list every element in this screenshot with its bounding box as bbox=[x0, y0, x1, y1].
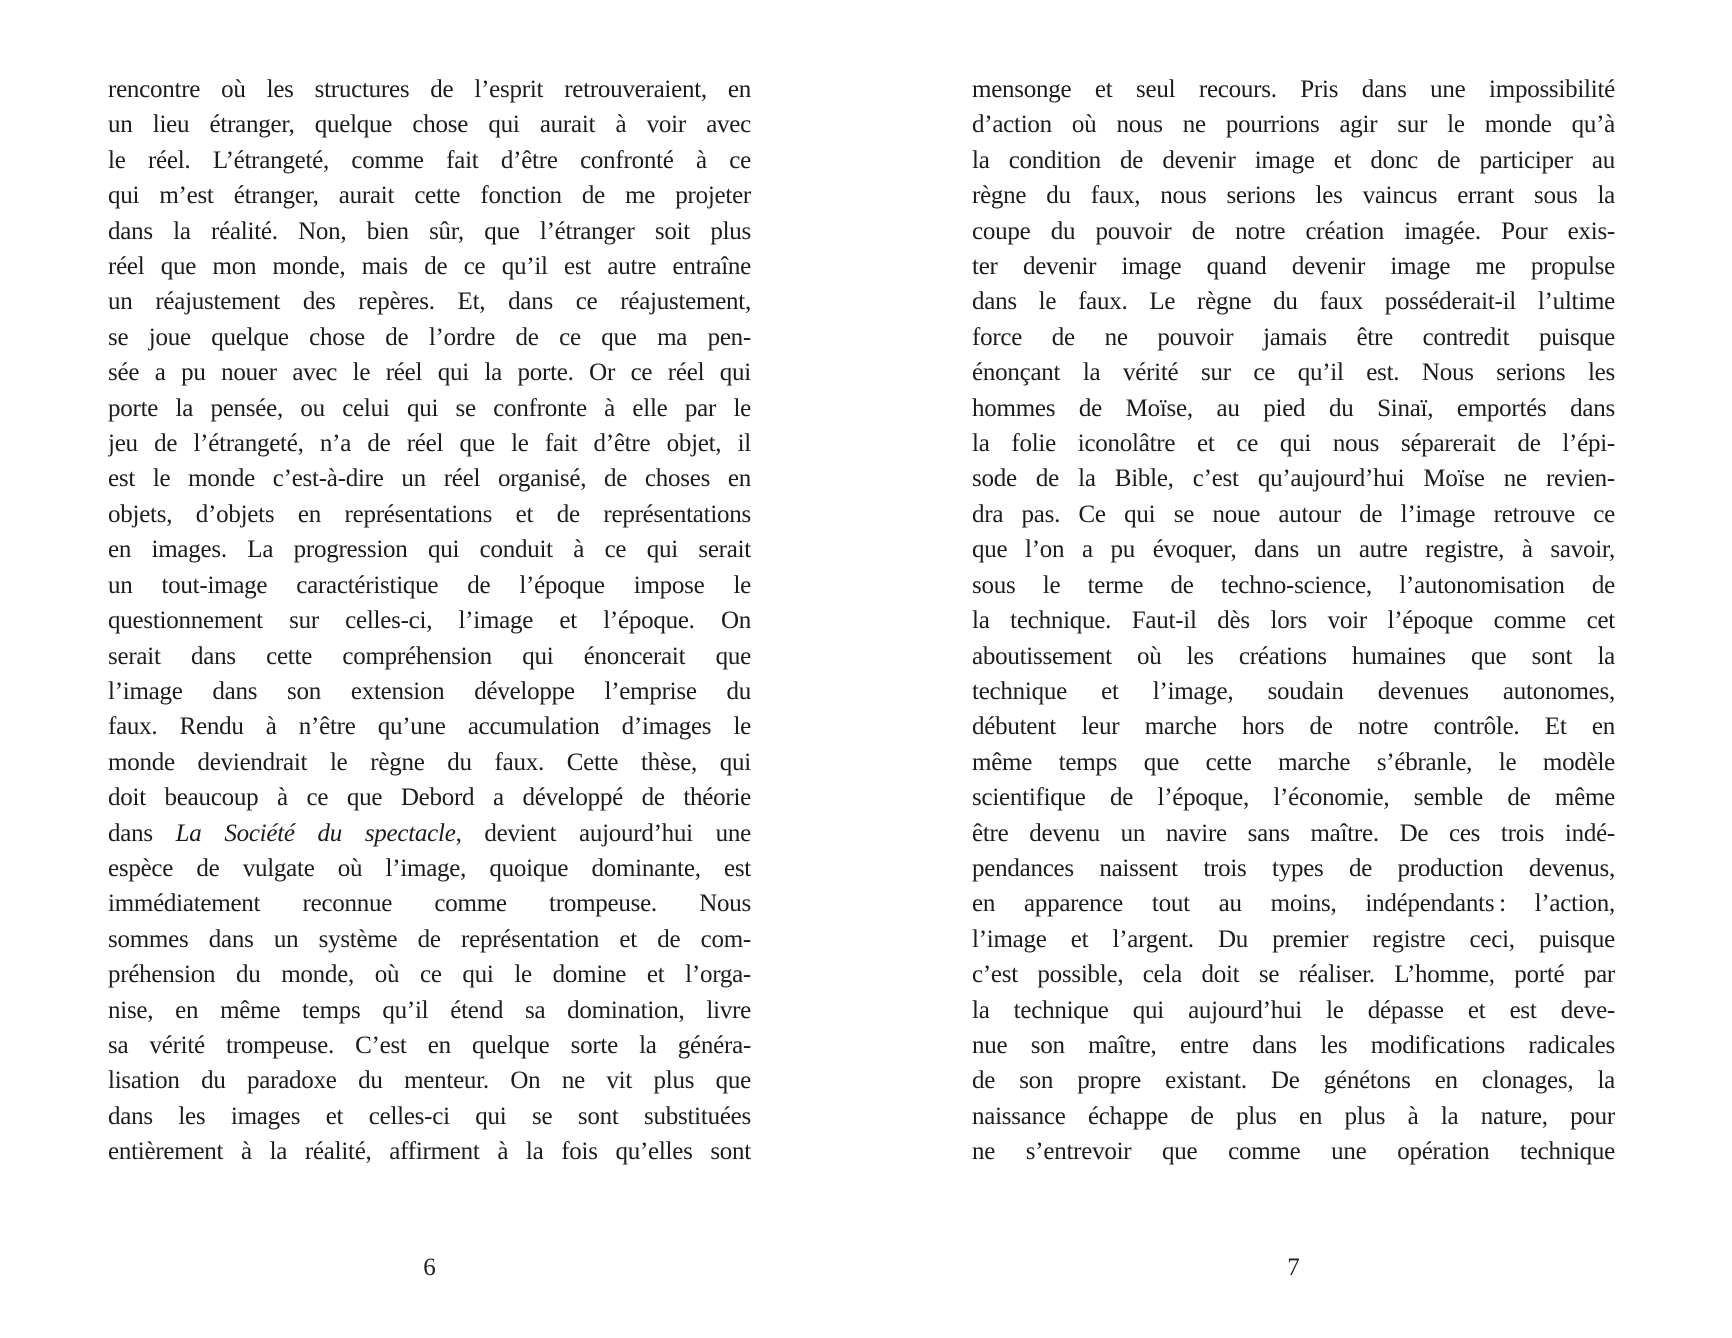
text-line: jeu de l’étrangeté, n’a de réel que le fait d’être objet, il bbox=[108, 430, 751, 458]
text-line: hommes de Moïse, au pied du Sinaï, emportés dans bbox=[972, 394, 1615, 422]
text-line: est le monde c’est-à-dire un réel organisé, de choses en bbox=[108, 465, 751, 493]
text-line: serait dans cette compréhension qui énoncerait que bbox=[108, 642, 751, 670]
text-line: la technique qui aujourd’hui le dépasse et est deve- bbox=[972, 996, 1615, 1024]
text-line: l’image et l’argent. Du premier registre ceci, puisque bbox=[972, 925, 1615, 953]
text-line: sous le terme de techno-science, l’autonomisation de bbox=[972, 571, 1615, 599]
text-line: sommes dans un système de représentation et de com- bbox=[108, 925, 751, 953]
text-line: règne du faux, nous serions les vaincus errant sous la bbox=[972, 182, 1615, 210]
text-line: en images. La progression qui conduit à ce qui serait bbox=[108, 536, 751, 564]
text-line: force de ne pouvoir jamais être contredit puisque bbox=[972, 323, 1615, 351]
text-line: sa vérité trompeuse. C’est en quelque sorte la généra- bbox=[108, 1031, 751, 1059]
text-line: immédiatement reconnue comme trompeuse. Nous bbox=[108, 890, 751, 918]
text-line: être devenu un navire sans maître. De ces trois indé- bbox=[972, 819, 1615, 847]
text-line: aboutissement où les créations humaines que sont la bbox=[972, 642, 1615, 670]
text-line: débutent leur marche hors de notre contrôle. Et en bbox=[972, 713, 1615, 741]
text-line: sée a pu nouer avec le réel qui la porte. Or ce réel qui bbox=[108, 359, 751, 387]
text-line: que l’on a pu évoquer, dans un autre registre, à savoir, bbox=[972, 536, 1615, 564]
text-line: qui m’est étranger, aurait cette fonction de me projeter bbox=[108, 182, 751, 210]
text-line: lisation du paradoxe du menteur. On ne vit plus que bbox=[108, 1067, 751, 1095]
text-line: dra pas. Ce qui se noue autour de l’image retrouve ce bbox=[972, 500, 1615, 528]
text-line: objets, d’objets en représentations et de représentations bbox=[108, 500, 751, 528]
text-line: c’est possible, cela doit se réaliser. L’homme, porté par bbox=[972, 961, 1615, 989]
text-line: porte la pensée, ou celui qui se confronte à elle par le bbox=[108, 394, 751, 422]
text-line: ne s’entrevoir que comme une opération technique bbox=[972, 1138, 1615, 1166]
text-line: se joue quelque chose de l’ordre de ce que ma pen- bbox=[108, 323, 751, 351]
text-line: en apparence tout au moins, indépendants : l’action, bbox=[972, 890, 1615, 918]
text-line: un lieu étranger, quelque chose qui aurait à voir avec bbox=[108, 111, 751, 139]
page-left-text-block bbox=[108, 72, 751, 1170]
text-line: monde deviendrait le règne du faux. Cette thèse, qui bbox=[108, 748, 751, 776]
text-line: réel que mon monde, mais de ce qu’il est autre entraîne bbox=[108, 253, 751, 281]
page-right-text-block bbox=[972, 72, 1615, 1170]
text-line: entièrement à la réalité, affirment à la fois qu’elles sont bbox=[108, 1138, 751, 1166]
text-line: énonçant la vérité sur ce qu’il est. Nous serions les bbox=[972, 359, 1615, 387]
text-line: le réel. L’étrangeté, comme fait d’être confronté à ce bbox=[108, 146, 751, 174]
text-line: dans La Société du spectacle, devient aujourd’hui une bbox=[108, 819, 751, 847]
text-line: dans les images et celles-ci qui se sont substituées bbox=[108, 1102, 751, 1130]
text-line: la condition de devenir image et donc de participer au bbox=[972, 146, 1615, 174]
text-line: nise, en même temps qu’il étend sa domination, livre bbox=[108, 996, 751, 1024]
text-line: l’image dans son extension développe l’emprise du bbox=[108, 677, 751, 705]
text-line: même temps que cette marche s’ébranle, le modèle bbox=[972, 748, 1615, 776]
text-line: espèce de vulgate où l’image, quoique dominante, est bbox=[108, 854, 751, 882]
text-line: pendances naissent trois types de production devenus, bbox=[972, 854, 1615, 882]
text-line: un réajustement des repères. Et, dans ce réajustement, bbox=[108, 288, 751, 316]
text-line: dans le faux. Le règne du faux posséderait-il l’ultime bbox=[972, 288, 1615, 316]
text-line: mensonge et seul recours. Pris dans une impossibilité bbox=[972, 76, 1615, 103]
text-line: d’action où nous ne pourrions agir sur le monde qu’à bbox=[972, 111, 1615, 139]
text-line: dans la réalité. Non, bien sûr, que l’étranger soit plus bbox=[108, 217, 751, 245]
text-line: sode de la Bible, c’est qu’aujourd’hui Moïse ne revien- bbox=[972, 465, 1615, 493]
text-line: ter devenir image quand devenir image me propulse bbox=[972, 253, 1615, 281]
text-line: nue son maître, entre dans les modifications radicales bbox=[972, 1031, 1615, 1059]
text-line: la folie iconolâtre et ce qui nous séparerait de l’épi- bbox=[972, 430, 1615, 458]
page-left-page-number: 6 bbox=[423, 1254, 436, 1281]
page-right-page-number: 7 bbox=[1287, 1254, 1300, 1281]
text-line: doit beaucoup à ce que Debord a développé de théorie bbox=[108, 784, 751, 812]
text-line: rencontre où les structures de l’esprit retrouveraient, en bbox=[108, 76, 751, 103]
text-line: faux. Rendu à n’être qu’une accumulation d’images le bbox=[108, 713, 751, 741]
text-line: naissance échappe de plus en plus à la nature, pour bbox=[972, 1102, 1615, 1130]
text-line: technique et l’image, soudain devenues autonomes, bbox=[972, 677, 1615, 705]
text-line: préhension du monde, où ce qui le domine et l’orga- bbox=[108, 961, 751, 989]
text-line: questionnement sur celles-ci, l’image et l’époque. On bbox=[108, 607, 751, 635]
text-line: de son propre existant. De génétons en clonages, la bbox=[972, 1067, 1615, 1095]
text-line: coupe du pouvoir de notre création imagée. Pour exis- bbox=[972, 217, 1615, 245]
text-line: un tout-image caractéristique de l’époque impose le bbox=[108, 571, 751, 599]
text-line: scientifique de l’époque, l’économie, semble de même bbox=[972, 784, 1615, 812]
text-line: la technique. Faut-il dès lors voir l’époque comme cet bbox=[972, 607, 1615, 635]
